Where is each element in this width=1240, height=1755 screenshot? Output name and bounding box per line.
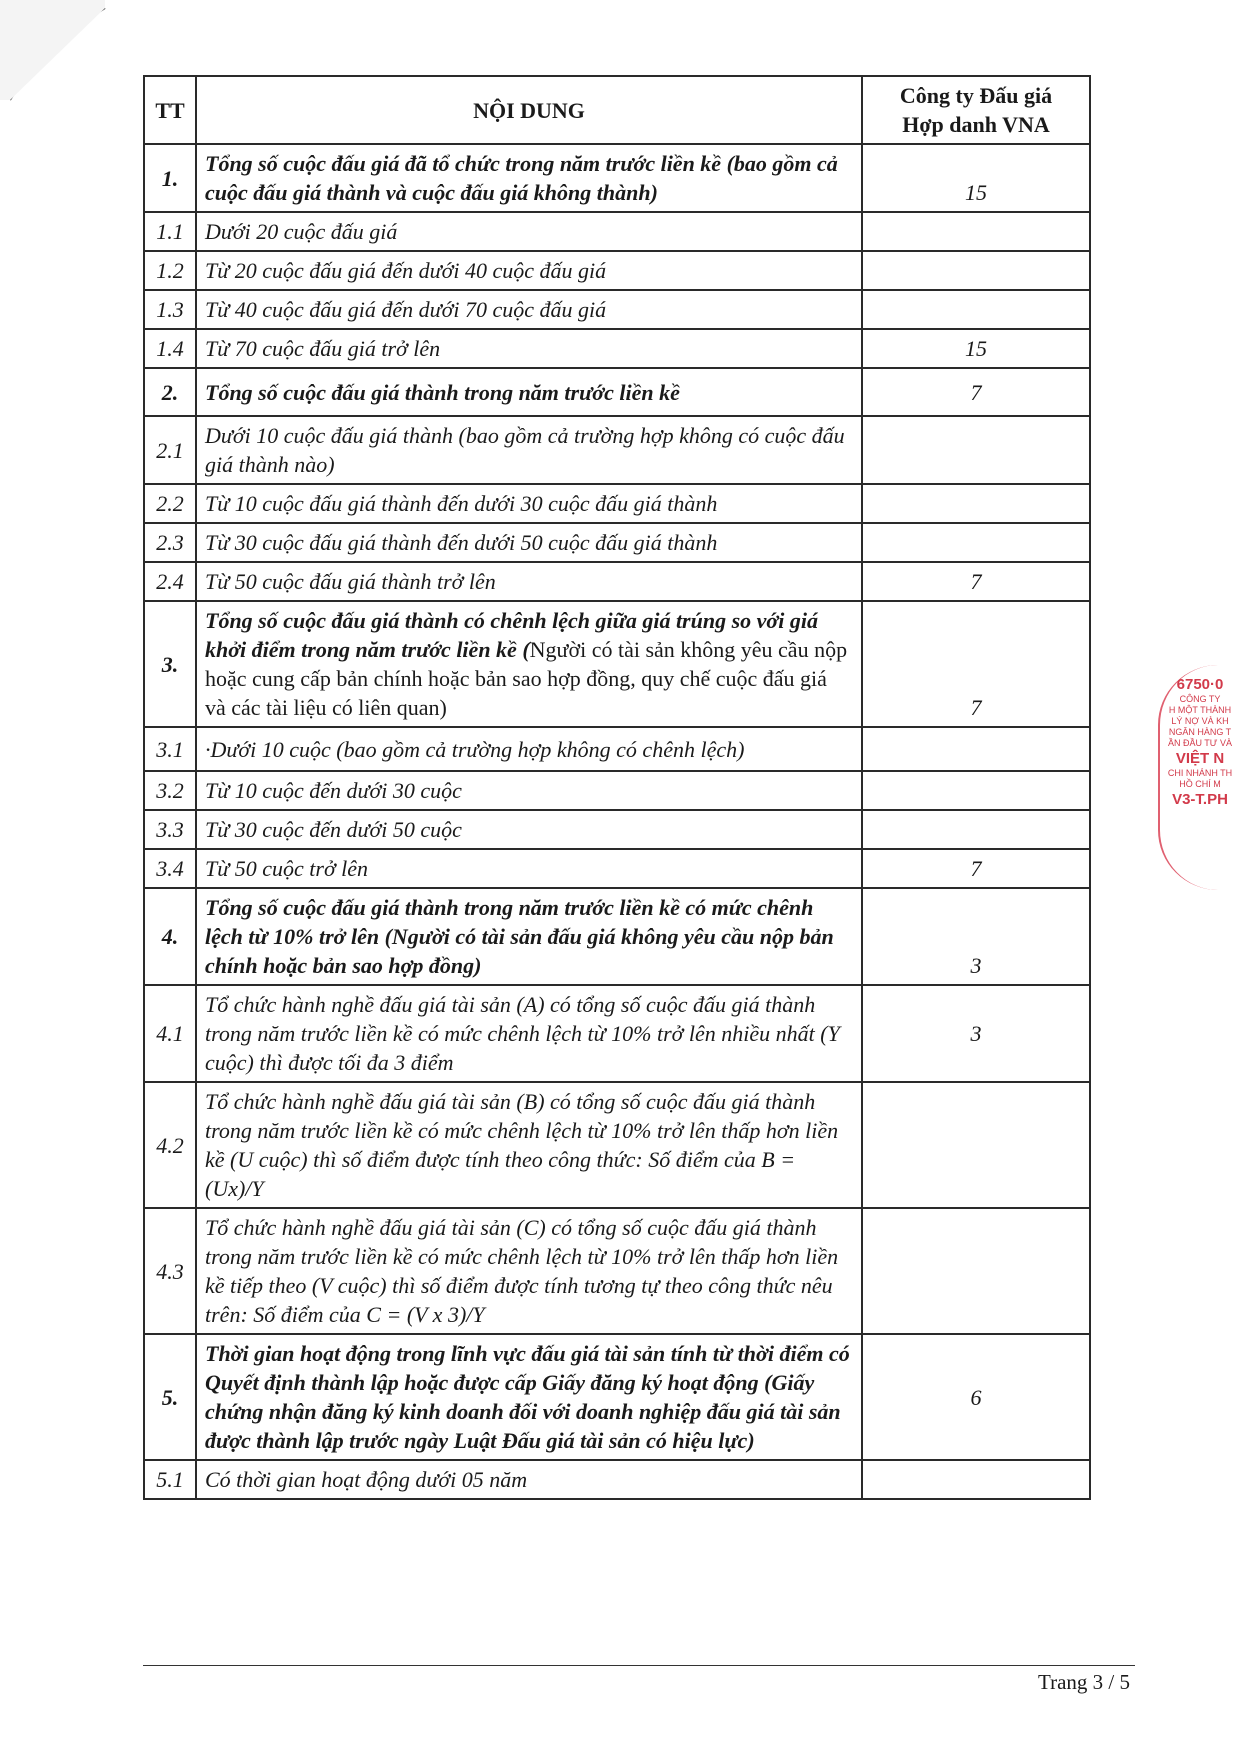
footer-divider	[143, 1665, 1135, 1666]
row-number: 3.3	[144, 810, 196, 849]
row-content	[196, 523, 862, 562]
row-score	[862, 416, 1090, 484]
row-score	[862, 212, 1090, 251]
row-number: 3.4	[144, 849, 196, 888]
row-score	[862, 1082, 1090, 1208]
table-header-row	[144, 76, 1090, 144]
row-score: 15	[862, 144, 1090, 212]
row-number: 3.1	[144, 727, 196, 771]
row-score	[862, 771, 1090, 810]
table-row	[144, 251, 1090, 290]
table-row	[144, 523, 1090, 562]
row-content-text: Từ 30 cuộc đấu giá thành đến dưới 50 cuộc đấu giá thành	[205, 530, 718, 555]
row-content	[196, 727, 862, 771]
row-number: 4.	[144, 888, 196, 985]
row-content	[196, 1334, 862, 1460]
header-content: NỘI DUNG	[196, 76, 862, 144]
row-score	[862, 1460, 1090, 1499]
row-content	[196, 888, 862, 985]
folded-corner	[0, 0, 110, 110]
table-row	[144, 368, 1090, 416]
row-score: 3	[862, 888, 1090, 985]
row-score: 7	[862, 368, 1090, 416]
row-content	[196, 212, 862, 251]
table-row	[144, 290, 1090, 329]
row-content-text: Từ 10 cuộc đấu giá thành đến dưới 30 cuộc đấu giá thành	[205, 491, 718, 516]
row-content-text: Từ 30 cuộc đến dưới 50 cuộc	[205, 817, 462, 842]
row-content	[196, 416, 862, 484]
row-content	[196, 985, 862, 1082]
row-content	[196, 849, 862, 888]
row-score	[862, 290, 1090, 329]
row-content-text: Tổ chức hành nghề đấu giá tài sản (C) có tổng số cuộc đấu giá thành trong năm trước liền kề có mức chênh lệch từ 10% trở lên thấp hơn liền kề tiếp theo (V cuộc) thì số điểm được tính tương tự theo công thức nêu trên: Số điểm của C = (V x 3)/Y	[205, 1215, 839, 1327]
table-row	[144, 1460, 1090, 1499]
row-number: 4.3	[144, 1208, 196, 1334]
table-row	[144, 810, 1090, 849]
row-content-text: Từ 70 cuộc đấu giá trở lên	[205, 336, 441, 361]
row-score: 7	[862, 562, 1090, 601]
row-score: 15	[862, 329, 1090, 368]
row-content	[196, 1082, 862, 1208]
row-content-text: Từ 40 cuộc đấu giá đến dưới 70 cuộc đấu giá	[205, 297, 607, 322]
company-seal-text	[1158, 665, 1240, 890]
row-score	[862, 1208, 1090, 1334]
row-content-text: Từ 20 cuộc đấu giá đến dưới 40 cuộc đấu giá	[205, 258, 607, 283]
table-row	[144, 888, 1090, 985]
table-row	[144, 484, 1090, 523]
table-row	[144, 562, 1090, 601]
row-number: 2.	[144, 368, 196, 416]
seal-line: NGÂN HÀNG T	[1168, 727, 1232, 737]
table-row	[144, 1208, 1090, 1334]
row-score	[862, 523, 1090, 562]
row-content-text: Dưới 20 cuộc đấu giá	[205, 219, 398, 244]
row-score	[862, 251, 1090, 290]
table-row	[144, 416, 1090, 484]
row-number: 3.2	[144, 771, 196, 810]
row-number: 5.1	[144, 1460, 196, 1499]
row-content-text: ·Dưới 10 cuộc (bao gồm cả trường hợp không có chênh lệch)	[205, 736, 745, 762]
row-content	[196, 144, 862, 212]
row-content-text: Từ 50 cuộc trở lên	[205, 856, 369, 881]
row-content-text: Thời gian hoạt động trong lĩnh vực đấu giá tài sản tính từ thời điểm có Quyết định thành lập hoặc được cấp Giấy đăng ký hoạt động (Giấy chứng nhận đăng ký kinh doanh đối với doanh nghiệp đấu giá tài sản được thành lập trước ngày Luật Đấu giá tài sản có hiệu lực)	[205, 1341, 850, 1453]
row-content	[196, 1460, 862, 1499]
row-score: 3	[862, 985, 1090, 1082]
table-row	[144, 849, 1090, 888]
row-content-text: Tổng số cuộc đấu giá thành trong năm trước liền kề có mức chênh lệch từ 10% trở lên (Người có tài sản đấu giá không yêu cầu nộp bản chính hoặc bản sao hợp đồng)	[205, 895, 834, 978]
table-row	[144, 1334, 1090, 1460]
row-score	[862, 727, 1090, 771]
seal-line: VIỆT N	[1175, 750, 1225, 767]
row-number: 4.2	[144, 1082, 196, 1208]
row-number: 4.1	[144, 985, 196, 1082]
row-content-note: Người có tài sản không yêu cầu nộp hoặc cung cấp bản chính hoặc bản sao hợp đồng, quy chế cuộc đấu giá và các tài liệu có liên quan)	[205, 637, 848, 720]
row-content-text: Tổng số cuộc đấu giá thành trong năm trước liền kề	[205, 379, 680, 405]
seal-line: V3-T.PH	[1172, 791, 1228, 808]
table-body	[144, 144, 1090, 1499]
row-content	[196, 771, 862, 810]
seal-line: ẦN ĐẦU TƯ VÀ	[1167, 738, 1233, 748]
row-content	[196, 251, 862, 290]
row-content-text: Tổng số cuộc đấu giá đã tổ chức trong năm trước liền kề (bao gồm cả cuộc đấu giá thành và cuộc đấu giá không thành)	[205, 151, 838, 205]
table-row	[144, 727, 1090, 771]
seal-line: CÔNG TY	[1179, 694, 1221, 704]
table-row	[144, 144, 1090, 212]
row-content	[196, 484, 862, 523]
table-row	[144, 329, 1090, 368]
row-content	[196, 601, 862, 727]
seal-line: CHI NHÁNH TH	[1167, 768, 1233, 778]
page-number: Trang 3 / 5	[1038, 1670, 1130, 1694]
row-number: 1.3	[144, 290, 196, 329]
row-content-text: Có thời gian hoạt động dưới 05 năm	[205, 1467, 528, 1492]
seal-line: 6750·0	[1176, 676, 1224, 693]
row-number: 2.4	[144, 562, 196, 601]
row-content	[196, 290, 862, 329]
row-content	[196, 810, 862, 849]
row-score: 7	[862, 601, 1090, 727]
seal-line: H MỘT THÀNH	[1168, 705, 1232, 715]
table-row	[144, 1082, 1090, 1208]
row-number: 3.	[144, 601, 196, 727]
row-content-text: Tổ chức hành nghề đấu giá tài sản (B) có tổng số cuộc đấu giá thành trong năm trước liền kề có mức chênh lệch từ 10% trở lên thấp hơn liền kề (U cuộc) thì số điểm được tính theo công thức: Số điểm của B = (Ux)/Y	[205, 1089, 839, 1201]
header-score: Công ty Đấu giá Hợp danh VNA	[862, 76, 1090, 144]
company-seal	[1158, 665, 1240, 890]
row-number: 2.1	[144, 416, 196, 484]
row-score	[862, 810, 1090, 849]
table-row	[144, 985, 1090, 1082]
seal-line: LÝ NỢ VÀ KH	[1171, 716, 1229, 726]
row-number: 1.2	[144, 251, 196, 290]
row-content	[196, 329, 862, 368]
row-number: 1.	[144, 144, 196, 212]
row-content-text: Từ 50 cuộc đấu giá thành trở lên	[205, 569, 496, 594]
table-row	[144, 771, 1090, 810]
row-content-text: Tổng số cuộc đấu giá thành có chênh lệch giữa giá trúng so với giá khởi điểm trong năm trước liền kề (	[205, 608, 818, 662]
row-score: 7	[862, 849, 1090, 888]
row-number: 2.2	[144, 484, 196, 523]
row-number: 1.1	[144, 212, 196, 251]
row-content	[196, 1208, 862, 1334]
scoring-table	[143, 75, 1091, 1500]
row-content-text: Từ 10 cuộc đến dưới 30 cuộc	[205, 778, 462, 803]
table-row	[144, 601, 1090, 727]
row-number: 1.4	[144, 329, 196, 368]
seal-line: HỒ CHÍ M	[1179, 779, 1221, 789]
table-row	[144, 212, 1090, 251]
row-number: 5.	[144, 1334, 196, 1460]
row-score	[862, 484, 1090, 523]
row-content	[196, 368, 862, 416]
row-content	[196, 562, 862, 601]
row-score: 6	[862, 1334, 1090, 1460]
row-content-text: Dưới 10 cuộc đấu giá thành (bao gồm cả trường hợp không có cuộc đấu giá thành nào)	[205, 423, 845, 477]
header-tt: TT	[144, 76, 196, 144]
row-number: 2.3	[144, 523, 196, 562]
row-content-text: Tổ chức hành nghề đấu giá tài sản (A) có tổng số cuộc đấu giá thành trong năm trước liền kề có mức chênh lệch từ 10% trở lên nhiều nhất (Y cuộc) thì được tối đa 3 điểm	[205, 992, 840, 1075]
